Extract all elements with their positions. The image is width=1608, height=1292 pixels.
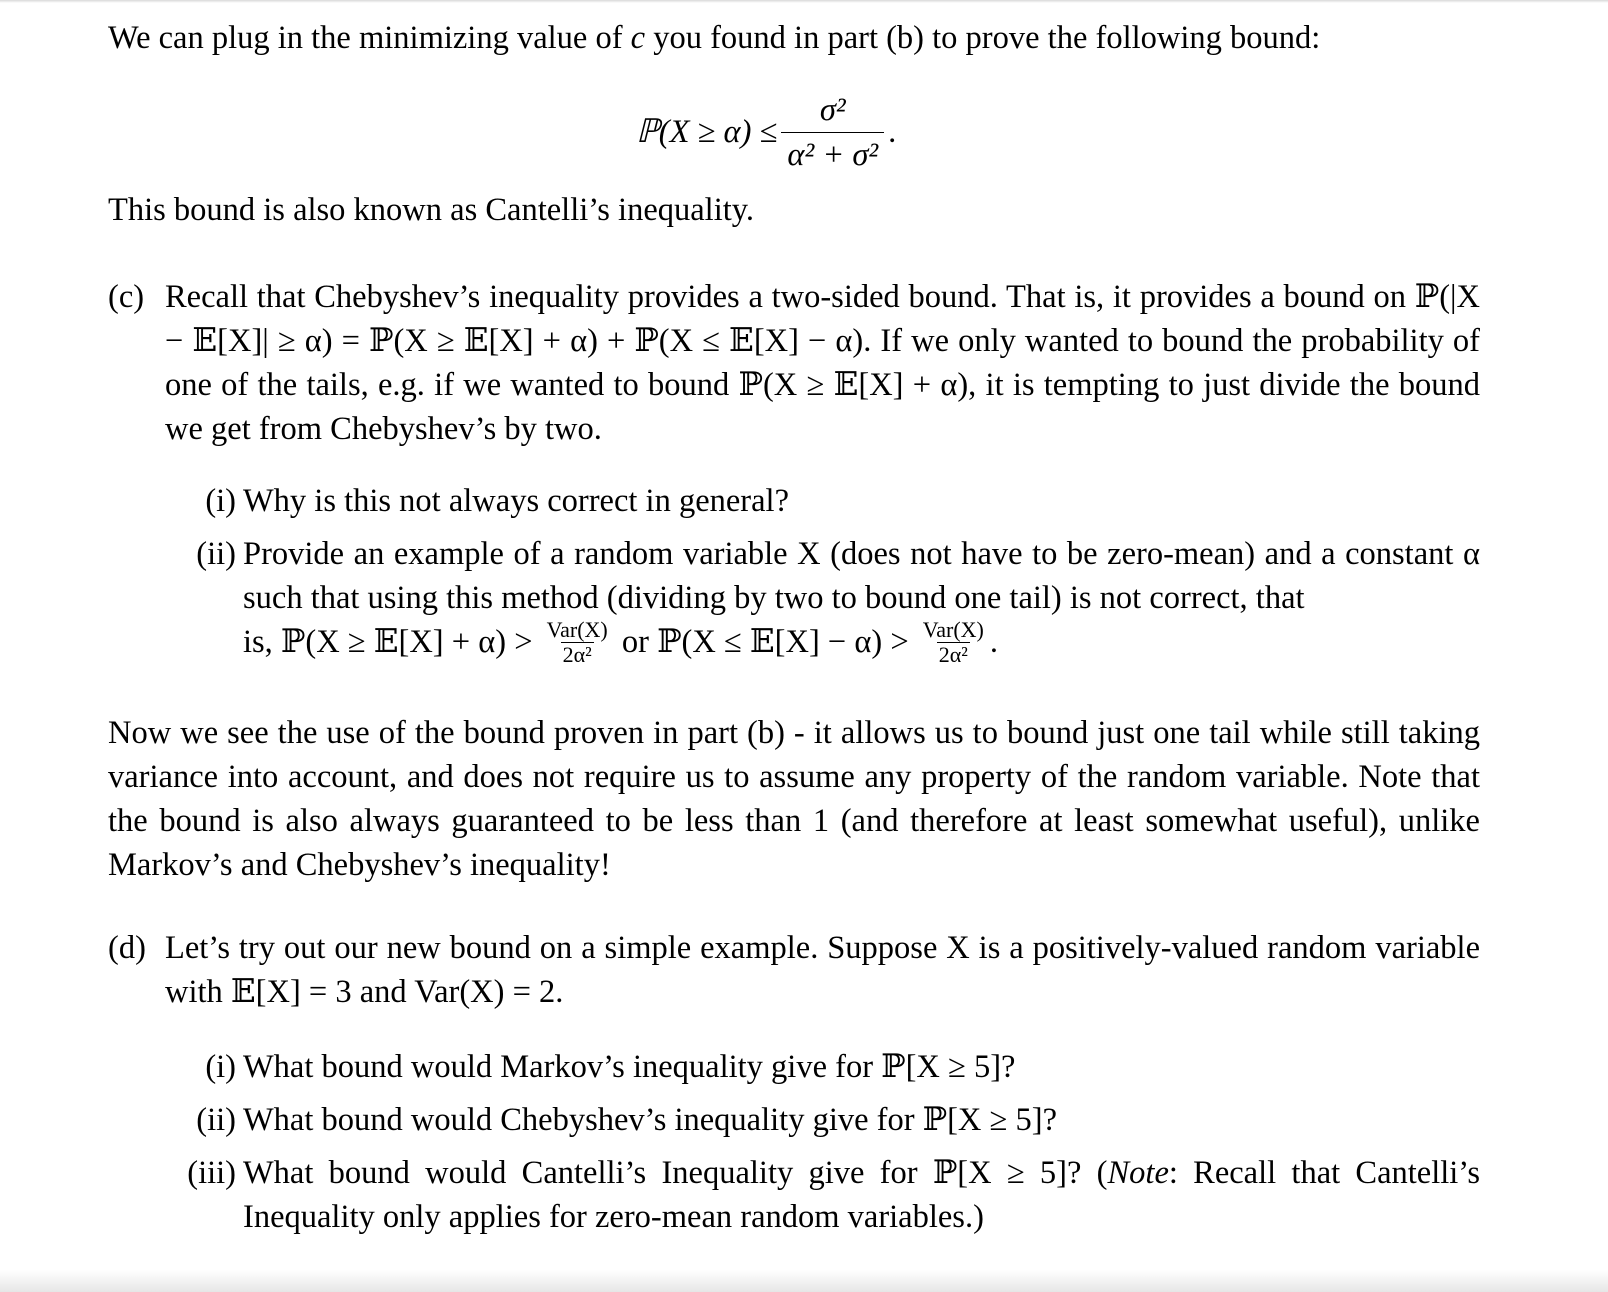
note-text: : Recall that Cantelli’s Inequality only applies for zero-mean random variables.) [243, 1155, 1480, 1235]
part-d-i-label: (i) [205, 1049, 236, 1085]
part-c-text: Recall that Chebyshev’s inequality provides a two-sided bound. That is, it provides a bound on ℙ(|X − 𝔼[X]| ≥ α) = ℙ(X ≥ 𝔼[X] + α) + ℙ(X ≤ 𝔼[X] − α). If we only wanted to bound the probability of one of the tails, e.g. if we wanted to bound ℙ(X ≥ 𝔼[X] + α), it is tempting to just divide the bound we get from Chebyshev’s by two. [165, 279, 1480, 447]
bound-numerator: σ² [819, 91, 846, 128]
part-c-ii-text: Provide an example of a random variable X (does not have to be zero-mean) and a constant α such that using this method (dividing by two to bound one tail) is not correct, that [243, 536, 1480, 616]
part-d-iii-text: What bound would Cantelli’s Inequality give for ℙ[X ≥ 5]? (Note: Recall that Cantelli’s Inequality only applies for zero-mean random variables.) [243, 1155, 1480, 1235]
bottom-edge [0, 1270, 1608, 1292]
intro-lead: We can plug in the minimizing value of [108, 20, 623, 56]
part-d-label: (d) [108, 930, 146, 966]
var-c: c [630, 20, 646, 56]
part-d-text: Let’s try out our new bound on a simple example. Suppose X is a positively-valued random variable with 𝔼[X] = 3 and Var(X) = 2. [165, 930, 1480, 1010]
condition-or: or ℙ(X ≤ 𝔼[X] − α) > [621, 624, 909, 660]
part-d-iii-question: What bound would Cantelli’s Inequality give for ℙ[X ≥ 5]? [243, 1155, 1082, 1191]
part-d [108, 926, 1480, 1014]
part-c-ii-label: (ii) [196, 536, 236, 572]
part-d-ii [166, 1098, 1480, 1142]
part-c-i-label: (i) [205, 483, 236, 519]
part-c-i [166, 479, 1480, 523]
part-d-i [166, 1045, 1480, 1089]
part-c-ii-condition [243, 617, 1480, 669]
bound-fraction [781, 88, 884, 177]
condition-period: . [989, 624, 999, 660]
part-d-ii-text: What bound would Chebyshev’s inequality give for ℙ[X ≥ 5]? [243, 1102, 1057, 1138]
bound-lhs: ℙ(X ≥ α) ≤ [636, 114, 778, 150]
intro-trail: you found in part (b) to prove the following bound: [653, 20, 1321, 56]
condition-lead: is, ℙ(X ≥ 𝔼[X] + α) > [243, 624, 533, 660]
cantelli-bound-equation [636, 82, 896, 182]
fraction-numerator: Var(X) [922, 617, 984, 643]
bound-denominator: α² + σ² [781, 132, 884, 177]
cantelli-note: This bound is also known as Cantelli’s inequality. [108, 192, 755, 228]
part-c-ii [166, 532, 1480, 669]
part-c-label: (c) [108, 279, 145, 315]
bound-period: . [888, 114, 897, 150]
part-c-i-text: Why is this not always correct in general? [243, 483, 789, 519]
part-d-iii-label: (iii) [187, 1155, 236, 1191]
var-over-2alpha-fraction-2 [923, 618, 984, 667]
part-d-i-text: What bound would Markov’s inequality give for ℙ[X ≥ 5]? [243, 1049, 1016, 1085]
fraction-denominator: 2α² [938, 642, 968, 668]
part-d-iii [166, 1151, 1480, 1239]
top-edge [0, 0, 1608, 3]
fraction-numerator: Var(X) [546, 617, 608, 643]
explanation-paragraph: Now we see the use of the bound proven in part (b) - it allows us to bound just one tail while still taking variance into account, and does not require us to assume any property of the random variable. Note that the bound is also always guaranteed to be less than 1 (and therefore at least somewhat useful), unlike Markov’s and Chebyshev’s inequality! [108, 715, 1480, 883]
intro-sentence [108, 16, 1480, 60]
part-c [108, 275, 1480, 451]
var-over-2alpha-fraction-1 [547, 618, 608, 667]
fraction-denominator: 2α² [562, 642, 592, 668]
part-d-ii-label: (ii) [196, 1102, 236, 1138]
note-label: Note [1107, 1155, 1169, 1191]
